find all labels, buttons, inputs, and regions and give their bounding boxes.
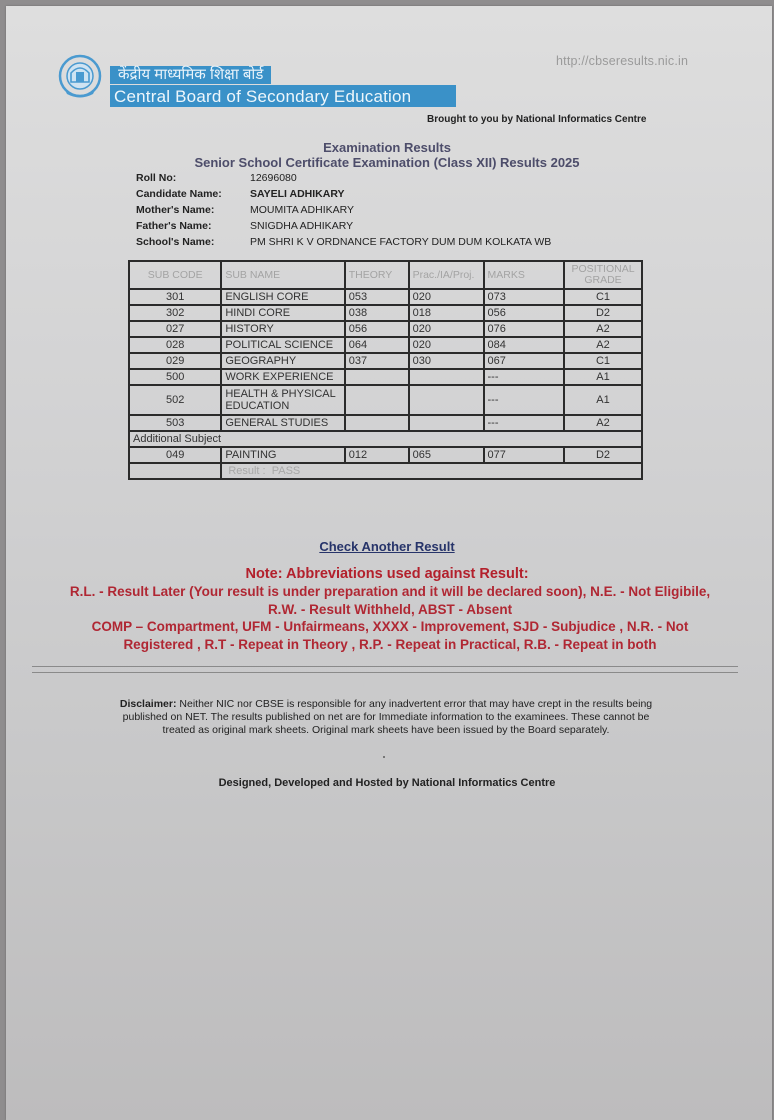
additional-subject-row [129,431,642,447]
footer-credit: Designed, Developed and Hosted by National Informatics Centre [218,777,556,789]
sub-name-cell: WORK EXPERIENCE [221,369,344,385]
marks-table [128,260,643,480]
marks-cell: 077 [484,447,565,463]
theory-cell [345,415,409,431]
theory-cell: 012 [345,447,409,463]
sub-code-cell: 500 [129,369,221,385]
practical-cell: 030 [409,353,484,369]
sub-name-cell: PAINTING [221,447,344,463]
sub-code-cell: 049 [129,447,221,463]
father-name-row [136,218,551,234]
subject-row [129,337,642,353]
header-positional-grade [564,261,642,289]
disclaimer-label: Disclaimer: [119,698,177,710]
brand-name-hindi: केंद्रीय माध्यमिक शिक्षा बोर्ड [110,66,271,84]
result-cell [221,463,642,479]
sub-name-cell: HEALTH & PHYSICAL EDUCATION [221,385,344,415]
subject-row [129,385,642,415]
grade-cell: D2 [564,305,642,321]
practical-cell: 018 [409,305,484,321]
grade-cell: A2 [564,415,642,431]
grade-cell: C1 [564,353,642,369]
note-line: R.W. - Result Withheld, ABST - Absent [267,601,513,617]
practical-cell [409,385,484,415]
disclaimer-text: Neither NIC nor CBSE is responsible for any inadvertent error that may have crept in the results being published on NET. The results published on net are for Immediate information to the examinees. These cannot be treated as original mark sheets. Original mark sheets have been issued by the Board separately. [122,698,653,736]
grade-cell: A1 [564,369,642,385]
divider-line [32,666,738,667]
school-name-row [136,234,551,250]
header-sub-name: SUB NAME [221,261,344,289]
theory-cell: 056 [345,321,409,337]
mother-name-value: MOUMITA ADHIKARY [250,204,355,216]
practical-cell: 020 [409,321,484,337]
subject-row [129,289,642,305]
practical-cell [409,415,484,431]
grade-cell: A1 [564,385,642,415]
exam-title: Examination Results [323,140,451,155]
marks-cell: 084 [484,337,565,353]
candidate-info [136,170,551,250]
subject-row [129,321,642,337]
theory-cell [345,385,409,415]
note-line: R.L. - Result Later (Your result is under preparation and it will be declared soon), N.E. - Not Eligibile, [69,584,711,599]
table-header-row [129,261,642,289]
theory-cell: 053 [345,289,409,305]
header-sub-code: SUB CODE [129,261,221,289]
sub-code-cell: 503 [129,415,221,431]
sub-code-cell: 028 [129,337,221,353]
sub-name-cell: ENGLISH CORE [221,289,344,305]
note-title: Note: Abbreviations used against Result: [245,566,529,582]
subject-row [129,305,642,321]
grade-cell: A2 [564,337,642,353]
grade-cell: C1 [564,289,642,305]
sub-code-cell: 302 [129,305,221,321]
father-name-value: SNIGDHA ADHIKARY [250,220,354,232]
school-name-value: PM SHRI K V ORDNANCE FACTORY DUM DUM KOLKATA WB [250,236,552,248]
theory-cell: 037 [345,353,409,369]
sub-name-cell: POLITICAL SCIENCE [221,337,344,353]
marks-cell: 073 [484,289,565,305]
sub-code-cell: 027 [129,321,221,337]
marks-cell: --- [484,369,565,385]
divider-line [32,672,738,673]
roll-no-label: Roll No: [136,172,177,184]
sub-name-cell: HISTORY [221,321,344,337]
sub-code-cell: 301 [129,289,221,305]
note-abbreviations [40,583,740,653]
sub-name-cell: GENERAL STUDIES [221,415,344,431]
theory-cell: 064 [345,337,409,353]
subject-row [129,369,642,385]
site-url: http://cbseresults.nic.in [556,54,689,68]
marks-cell: 067 [484,353,565,369]
marks-cell: --- [484,385,565,415]
check-another-result-link[interactable]: Check Another Result [319,539,455,554]
practical-cell: 065 [409,447,484,463]
theory-cell [345,369,409,385]
header-grade-line1: POSITIONAL [571,263,635,275]
school-name-label: School's Name: [136,236,215,248]
note-line: Registered , R.T - Repeat in Theory , R.P. - Repeat in Practical, R.B. - Repeat in both [123,636,657,652]
candidate-name-row [136,186,551,202]
result-row [129,463,642,479]
roll-no-value: 12696080 [250,172,297,184]
subject-row [129,353,642,369]
exam-subtitle: Senior School Certificate Examination (Class XII) Results 2025 [194,155,580,170]
practical-cell: 020 [409,289,484,305]
roll-no-row [136,170,551,186]
header-practical: Prac./IA/Proj. [409,261,484,289]
grade-cell: A2 [564,321,642,337]
marks-cell: 076 [484,321,565,337]
header-marks: MARKS [484,261,565,289]
practical-cell: 020 [409,337,484,353]
header-grade-line2: GRADE [584,274,622,286]
sub-name-cell: GEOGRAPHY [221,353,344,369]
brought-by-text: Brought to you by National Informatics Centre [427,114,647,125]
grade-cell: D2 [564,447,642,463]
brand-name-english: Central Board of Secondary Education [110,85,456,107]
marks-cell: --- [484,415,565,431]
header-theory: THEORY [345,261,409,289]
candidate-name-label: Candidate Name: [136,188,222,200]
cbse-emblem-icon [57,54,103,102]
sub-name-cell: HINDI CORE [221,305,344,321]
sub-code-cell: 502 [129,385,221,415]
mother-name-label: Mother's Name: [136,204,215,216]
theory-cell: 038 [345,305,409,321]
sub-code-cell: 029 [129,353,221,369]
result-value: PASS [271,465,301,477]
result-empty-cell [129,463,221,479]
subject-row [129,415,642,431]
decorative-dot [383,756,385,758]
marks-cell: 056 [484,305,565,321]
candidate-name-value: SAYELI ADHIKARY [250,188,345,200]
disclaimer [118,698,654,737]
practical-cell [409,369,484,385]
mother-name-row [136,202,551,218]
father-name-label: Father's Name: [136,220,212,232]
note-line: COMP – Compartment, UFM - Unfairmeans, XXXX - Improvement, SJD - Subjudice , N.R. - Not [91,619,689,634]
check-another-container [0,538,774,556]
subject-row [129,447,642,463]
additional-subject-label: Additional Subject [129,431,642,447]
result-label: Result : [228,465,266,477]
